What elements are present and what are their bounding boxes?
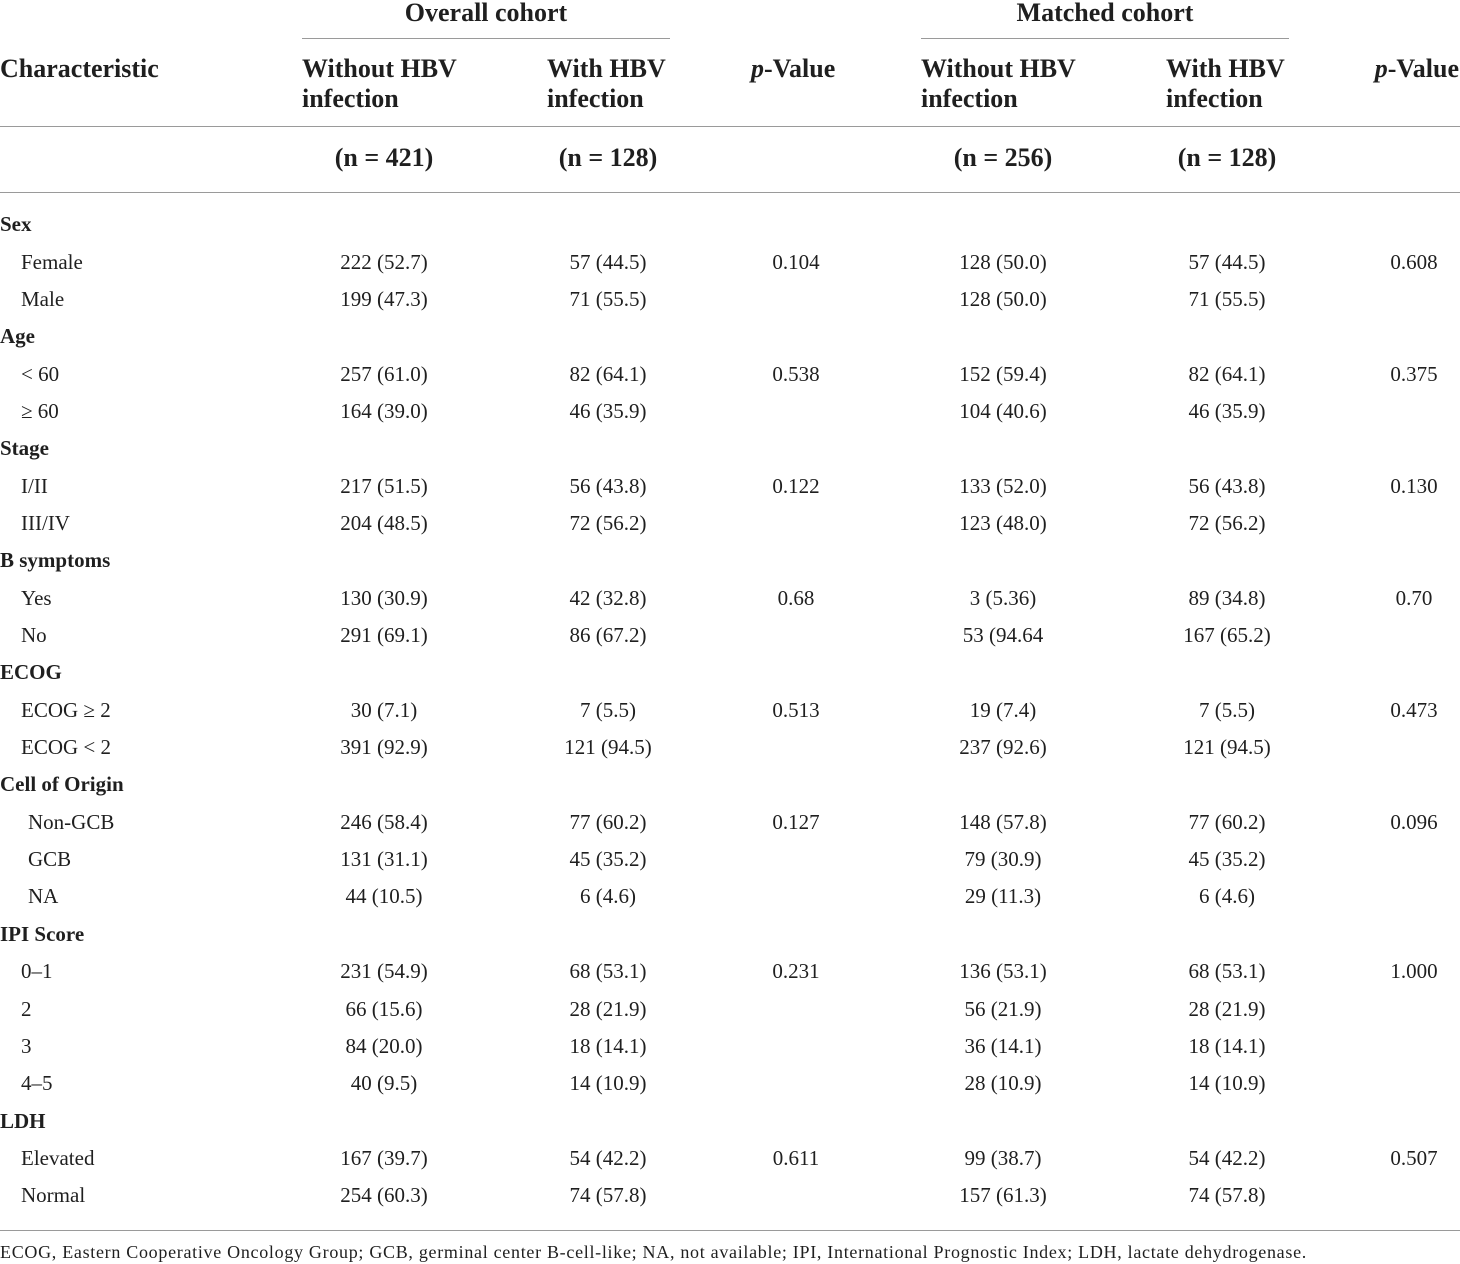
- row-label: Female: [21, 249, 83, 274]
- cell-overall-with-hbv: 86 (67.2): [569, 623, 647, 648]
- p-symbol: p: [1374, 54, 1388, 83]
- cell-matched-without-hbv: 56 (21.9): [964, 996, 1042, 1021]
- row-label: Yes: [21, 585, 52, 610]
- cell-overall-with-hbv: 28 (21.9): [569, 996, 647, 1021]
- cell-overall-with-hbv: 71 (55.5): [569, 286, 647, 311]
- cell-matched-with-hbv: 6 (4.6): [1199, 884, 1255, 909]
- cell-overall-with-hbv: 7 (5.5): [580, 697, 636, 722]
- section-title: Age: [0, 324, 35, 349]
- section-header-row: [0, 206, 1460, 243]
- table-bottom-rule: [0, 1230, 1460, 1231]
- cell-overall-with-hbv: 46 (35.9): [569, 399, 647, 424]
- section-header-row: [0, 318, 1460, 355]
- matched-with-hbv-n: (n = 128): [1177, 143, 1277, 172]
- cell-overall-without-hbv: 254 (60.3): [340, 1183, 428, 1208]
- cell-overall-without-hbv: 131 (31.1): [340, 847, 428, 872]
- row-label: < 60: [21, 361, 60, 386]
- section-title: Stage: [0, 436, 49, 461]
- row-label: 4–5: [21, 1071, 53, 1096]
- table-row: [0, 393, 1460, 430]
- cell-matched-with-hbv: 28 (21.9): [1188, 996, 1266, 1021]
- section-header-row: [0, 542, 1460, 579]
- cell-overall-without-hbv: 167 (39.7): [340, 1145, 428, 1170]
- table-row: [0, 468, 1460, 505]
- overall-without-hbv-n: (n = 421): [334, 143, 434, 172]
- matched-cohort-rule: [921, 38, 1289, 39]
- section-stage: [0, 430, 1460, 542]
- p-symbol: p: [751, 54, 764, 83]
- cell-overall-p-value: 0.538: [772, 361, 820, 386]
- cell-matched-with-hbv: 45 (35.2): [1188, 847, 1266, 872]
- row-label: Elevated: [21, 1145, 95, 1170]
- cell-matched-with-hbv: 14 (10.9): [1188, 1071, 1266, 1096]
- table-row: [0, 878, 1460, 915]
- row-label: NA: [28, 884, 59, 909]
- overall-with-hbv-n: (n = 128): [558, 143, 658, 172]
- cell-matched-with-hbv: 74 (57.8): [1188, 1183, 1266, 1208]
- table-row: [0, 281, 1460, 318]
- cell-overall-p-value: 0.611: [772, 1145, 820, 1170]
- cell-matched-with-hbv: 77 (60.2): [1188, 809, 1266, 834]
- cell-matched-without-hbv: 99 (38.7): [964, 1145, 1042, 1170]
- cell-matched-p-value: 0.70: [1395, 585, 1433, 610]
- cell-matched-without-hbv: 152 (59.4): [959, 361, 1047, 386]
- cell-matched-with-hbv: 71 (55.5): [1188, 286, 1266, 311]
- row-label: Normal: [21, 1183, 86, 1208]
- table-row: [0, 991, 1460, 1028]
- table-body: [0, 206, 1460, 1214]
- cell-overall-without-hbv: 231 (54.9): [340, 959, 428, 984]
- section-title: Sex: [0, 212, 32, 237]
- section-ldh: [0, 1103, 1460, 1215]
- cell-overall-without-hbv: 44 (10.5): [345, 884, 423, 909]
- section-age: [0, 318, 1460, 430]
- cell-matched-with-hbv: 54 (42.2): [1188, 1145, 1266, 1170]
- table-row: [0, 729, 1460, 766]
- cell-overall-without-hbv: 199 (47.3): [340, 286, 428, 311]
- section-b-symptoms: [0, 542, 1460, 654]
- row-label: Non-GCB: [28, 809, 115, 834]
- cell-overall-with-hbv: 82 (64.1): [569, 361, 647, 386]
- section-header-row: [0, 916, 1460, 953]
- cell-overall-without-hbv: 204 (48.5): [340, 511, 428, 536]
- cell-overall-without-hbv: 40 (9.5): [350, 1071, 418, 1096]
- cell-matched-p-value: 0.096: [1390, 809, 1438, 834]
- table-row: [0, 244, 1460, 281]
- cell-matched-p-value: 1.000: [1390, 959, 1438, 984]
- cell-overall-with-hbv: 77 (60.2): [569, 809, 647, 834]
- cell-overall-p-value: 0.68: [777, 585, 815, 610]
- row-label: III/IV: [21, 511, 70, 536]
- cell-matched-with-hbv: 56 (43.8): [1188, 473, 1266, 498]
- section-title: LDH: [0, 1108, 46, 1133]
- row-label: No: [21, 623, 47, 648]
- cell-overall-without-hbv: 130 (30.9): [340, 585, 428, 610]
- cell-matched-without-hbv: 3 (5.36): [969, 585, 1037, 610]
- matched-without-hbv-n: (n = 256): [953, 143, 1053, 172]
- cell-matched-with-hbv: 89 (34.8): [1188, 585, 1266, 610]
- overall-cohort-rule: [302, 38, 670, 39]
- matched-with-hbv-header: With HBV infection: [1166, 54, 1285, 113]
- cell-matched-with-hbv: 121 (94.5): [1183, 735, 1271, 760]
- cell-matched-without-hbv: 36 (14.1): [964, 1033, 1042, 1058]
- cell-overall-without-hbv: 246 (58.4): [340, 809, 428, 834]
- cell-matched-without-hbv: 157 (61.3): [959, 1183, 1047, 1208]
- matched-without-hbv-header: Without HBV infection: [921, 54, 1076, 113]
- cell-overall-with-hbv: 121 (94.5): [564, 735, 652, 760]
- cell-overall-with-hbv: 68 (53.1): [569, 959, 647, 984]
- cell-matched-without-hbv: 28 (10.9): [964, 1071, 1042, 1096]
- section-title: ECOG: [0, 660, 62, 685]
- cell-matched-with-hbv: 18 (14.1): [1188, 1033, 1266, 1058]
- cell-matched-without-hbv: 104 (40.6): [959, 399, 1047, 424]
- cell-overall-with-hbv: 56 (43.8): [569, 473, 647, 498]
- cell-overall-without-hbv: 66 (15.6): [345, 996, 423, 1021]
- row-label: 2: [21, 996, 32, 1021]
- cell-overall-p-value: 0.104: [772, 249, 820, 274]
- table-row: [0, 356, 1460, 393]
- section-sex: [0, 206, 1460, 318]
- section-ecog: [0, 654, 1460, 766]
- cell-matched-without-hbv: 148 (57.8): [959, 809, 1047, 834]
- cell-overall-with-hbv: 42 (32.8): [569, 585, 647, 610]
- table-row: [0, 1065, 1460, 1102]
- cell-overall-with-hbv: 74 (57.8): [569, 1183, 647, 1208]
- characteristic-header: Characteristic: [0, 54, 159, 83]
- table-footnote: ECOG, Eastern Cooperative Oncology Group; GCB, germinal center B-cell-like; NA, not available; IPI, International Prognostic Index; LDH, lactate dehydrogenase.: [0, 1242, 1307, 1262]
- cell-matched-with-hbv: 72 (56.2): [1188, 511, 1266, 536]
- section-title: IPI Score: [0, 921, 85, 946]
- cell-matched-with-hbv: 46 (35.9): [1188, 399, 1266, 424]
- cell-matched-without-hbv: 128 (50.0): [959, 286, 1047, 311]
- cell-matched-p-value: 0.130: [1390, 473, 1438, 498]
- table-row: [0, 617, 1460, 654]
- cell-overall-with-hbv: 57 (44.5): [569, 249, 647, 274]
- cell-overall-with-hbv: 45 (35.2): [569, 847, 647, 872]
- cell-overall-with-hbv: 6 (4.6): [580, 884, 636, 909]
- matched-cohort-title: Matched cohort: [1016, 0, 1194, 27]
- cell-overall-without-hbv: 164 (39.0): [340, 399, 428, 424]
- cell-matched-with-hbv: 68 (53.1): [1188, 959, 1266, 984]
- cell-overall-without-hbv: 217 (51.5): [340, 473, 428, 498]
- row-label: 0–1: [21, 959, 53, 984]
- cell-overall-with-hbv: 14 (10.9): [569, 1071, 647, 1096]
- overall-p-value-header: [751, 54, 835, 84]
- subheader-rule: [0, 192, 1460, 193]
- section-header-row: [0, 654, 1460, 691]
- cell-matched-with-hbv: 82 (64.1): [1188, 361, 1266, 386]
- table-row: [0, 1177, 1460, 1214]
- section-cell-of-origin: [0, 766, 1460, 915]
- cell-matched-without-hbv: 237 (92.6): [959, 735, 1047, 760]
- row-label: Male: [21, 286, 65, 311]
- cell-overall-without-hbv: 291 (69.1): [340, 623, 428, 648]
- cell-matched-without-hbv: 53 (94.64: [962, 623, 1044, 648]
- cell-matched-with-hbv: 57 (44.5): [1188, 249, 1266, 274]
- cell-matched-without-hbv: 133 (52.0): [959, 473, 1047, 498]
- cell-matched-with-hbv: 167 (65.2): [1183, 623, 1271, 648]
- header-rule: [0, 126, 1460, 127]
- cell-matched-without-hbv: 128 (50.0): [959, 249, 1047, 274]
- section-title: Cell of Origin: [0, 772, 124, 797]
- cell-overall-p-value: 0.122: [772, 473, 820, 498]
- cell-matched-with-hbv: 7 (5.5): [1199, 697, 1255, 722]
- overall-cohort-title: Overall cohort: [404, 0, 568, 27]
- cell-overall-with-hbv: 18 (14.1): [569, 1033, 647, 1058]
- row-label: 3: [21, 1033, 32, 1058]
- cell-overall-without-hbv: 257 (61.0): [340, 361, 428, 386]
- cell-overall-p-value: 0.513: [772, 697, 820, 722]
- overall-without-hbv-header: Without HBV infection: [302, 54, 457, 113]
- table-row: [0, 841, 1460, 878]
- p-value-suffix: -Value: [764, 54, 836, 83]
- section-ipi-score: [0, 916, 1460, 1103]
- table-row: [0, 953, 1460, 990]
- section-header-row: [0, 430, 1460, 467]
- cell-overall-with-hbv: 72 (56.2): [569, 511, 647, 536]
- table-row: [0, 580, 1460, 617]
- section-title: B symptoms: [0, 548, 111, 573]
- row-label: ECOG < 2: [21, 735, 112, 760]
- row-label: I/II: [21, 473, 48, 498]
- cell-matched-p-value: 0.507: [1390, 1145, 1438, 1170]
- matched-p-value-header: [1375, 54, 1459, 84]
- cell-matched-p-value: 0.473: [1390, 697, 1438, 722]
- table-row: [0, 505, 1460, 542]
- cell-matched-without-hbv: 29 (11.3): [964, 884, 1042, 909]
- cell-matched-p-value: 0.608: [1390, 249, 1438, 274]
- cell-overall-with-hbv: 54 (42.2): [569, 1145, 647, 1170]
- p-value-suffix: -Value: [1387, 54, 1459, 83]
- row-label: ECOG ≥ 2: [21, 697, 111, 722]
- cell-overall-p-value: 0.127: [772, 809, 820, 834]
- table-row: [0, 1140, 1460, 1177]
- table-row: [0, 692, 1460, 729]
- overall-with-hbv-header: With HBV infection: [547, 54, 666, 113]
- cell-overall-without-hbv: 84 (20.0): [345, 1033, 423, 1058]
- cell-matched-without-hbv: 123 (48.0): [959, 511, 1047, 536]
- cell-matched-p-value: 0.375: [1390, 361, 1438, 386]
- section-header-row: [0, 766, 1460, 803]
- row-label: ≥ 60: [21, 399, 59, 424]
- cell-matched-without-hbv: 19 (7.4): [969, 697, 1037, 722]
- cell-overall-without-hbv: 222 (52.7): [340, 249, 428, 274]
- cell-matched-without-hbv: 136 (53.1): [959, 959, 1047, 984]
- cell-overall-without-hbv: 30 (7.1): [350, 697, 418, 722]
- section-header-row: [0, 1103, 1460, 1140]
- cell-matched-without-hbv: 79 (30.9): [964, 847, 1042, 872]
- cell-overall-p-value: 0.231: [772, 959, 820, 984]
- cell-overall-without-hbv: 391 (92.9): [340, 735, 428, 760]
- table-row: [0, 1028, 1460, 1065]
- table-row: [0, 804, 1460, 841]
- row-label: GCB: [28, 847, 72, 872]
